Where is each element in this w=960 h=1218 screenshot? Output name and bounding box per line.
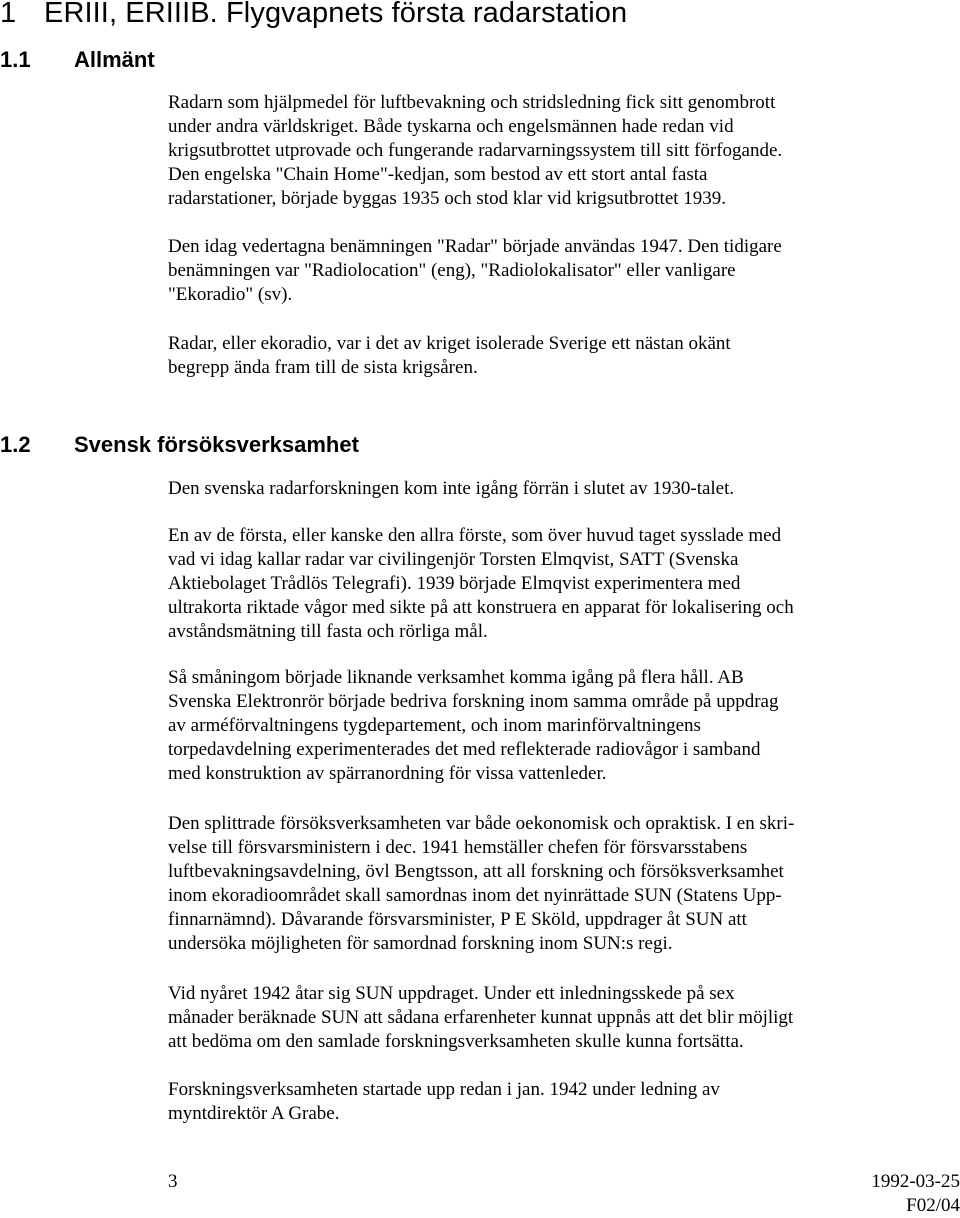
text-line: vad vi idag kallar radar var civilingenjör Torsten Elmqvist, SATT (Svenska	[168, 549, 739, 570]
text-line: Aktiebolaget Trådlös Telegrafi). 1939 började Elmqvist experimentera med	[168, 573, 741, 594]
paragraph	[168, 812, 908, 956]
text-line: krigsutbrottet utprovade och fungerande radarvarningssystem till sitt förfogande.	[168, 140, 783, 161]
text-line: att bedöma om den samlade forskningsverksamheten skulle kunna fortsätta.	[168, 1031, 744, 1052]
text-line: Svenska Elektronrör började bedriva forskning inom samma område på uppdrag	[168, 691, 779, 712]
text-line: Radarn som hjälpmedel för luftbevakning och stridsledning fick sitt genombrott	[168, 92, 776, 113]
section-number: 1.1	[0, 47, 31, 72]
chapter-title: ERIII, ERIIIB. Flygvapnets första radarstation	[44, 0, 628, 29]
text-line: velse till försvarsministern i dec. 1941 hemställer chefen för försvarsstabens	[168, 837, 748, 858]
text-line: torpedavdelning experimenterades det med reflekterade radiovågor i samband	[168, 739, 761, 760]
text-line: Den idag vedertagna benämningen "Radar" började användas 1947. Den tidigare	[168, 236, 782, 257]
text-line: Den svenska radarforskningen kom inte igång förrän i slutet av 1930-talet.	[168, 478, 735, 499]
chapter-heading	[0, 0, 627, 30]
text-line: benämningen var "Radiolocation" (eng), "Radiolokalisator" eller vanligare	[168, 260, 736, 281]
footer-date: 1992-03-25	[871, 1171, 960, 1192]
text-line: luftbevakningsavdelning, övl Bengtsson, att all forskning och försöksverksamhet	[168, 861, 784, 882]
text-line: Den engelska "Chain Home"-kedjan, som bestod av ett stort antal fasta	[168, 164, 708, 185]
text-line: månader beräknade SUN att sådana erfarenheter kunnat uppnås att det blir möjligt	[168, 1007, 794, 1028]
text-line: inom ekoradioområdet skall samordnas inom det nyinrättade SUN (Statens Upp-	[168, 885, 782, 906]
paragraph	[168, 91, 908, 211]
text-line: av arméförvaltningens tygdepartement, och inom marinförvaltningens	[168, 715, 701, 736]
paragraph	[168, 477, 908, 501]
section-title: Svensk försöksverksamhet	[74, 432, 359, 457]
text-line: under andra världskriget. Både tyskarna och engelsmännen hade redan vid	[168, 116, 734, 137]
footer-doc-code: F02/04	[906, 1195, 960, 1216]
text-line: finnarnämnd). Dåvarande försvarsminister, P E Sköld, uppdrager åt SUN att	[168, 909, 747, 930]
text-line: Forskningsverksamheten startade upp redan i jan. 1942 under ledning av	[168, 1079, 720, 1100]
text-line: undersöka möjligheten för samordnad forskning inom SUN:s regi.	[168, 933, 673, 954]
text-line: Den splittrade försöksverksamheten var både oekonomisk och opraktisk. I en skri-	[168, 813, 795, 834]
paragraph	[168, 235, 908, 307]
section-heading-1-1	[0, 47, 155, 73]
paragraph	[168, 982, 908, 1054]
section-title: Allmänt	[74, 47, 155, 72]
paragraph	[168, 524, 908, 644]
chapter-number: 1	[0, 0, 17, 29]
paragraph	[168, 1078, 908, 1126]
text-line: radarstationer, började byggas 1935 och stod klar vid krigsutbrottet 1939.	[168, 188, 727, 209]
text-line: myntdirektör A Grabe.	[168, 1103, 340, 1124]
section-heading-1-2	[0, 432, 359, 458]
text-line: ultrakorta riktade vågor med sikte på att konstruera en apparat för lokalisering och	[168, 597, 794, 618]
paragraph	[168, 332, 908, 380]
text-line: "Ekoradio" (sv).	[168, 284, 293, 305]
text-line: Radar, eller ekoradio, var i det av kriget isolerade Sverige ett nästan okänt	[168, 333, 731, 354]
page-number: 3	[168, 1171, 178, 1192]
text-line: En av de första, eller kanske den allra förste, som över huvud taget sysslade med	[168, 525, 782, 546]
text-line: Vid nyåret 1942 åtar sig SUN uppdraget. Under ett inledningsskede på sex	[168, 983, 735, 1004]
paragraph	[168, 666, 908, 786]
text-line: Så småningom började liknande verksamhet komma igång på flera håll. AB	[168, 667, 744, 688]
text-line: begrepp ända fram till de sista krigsåren.	[168, 357, 478, 378]
text-line: avståndsmätning till fasta och rörliga mål.	[168, 621, 488, 642]
section-number: 1.2	[0, 432, 31, 457]
text-line: med konstruktion av spärranordning för vissa vattenleder.	[168, 763, 607, 784]
